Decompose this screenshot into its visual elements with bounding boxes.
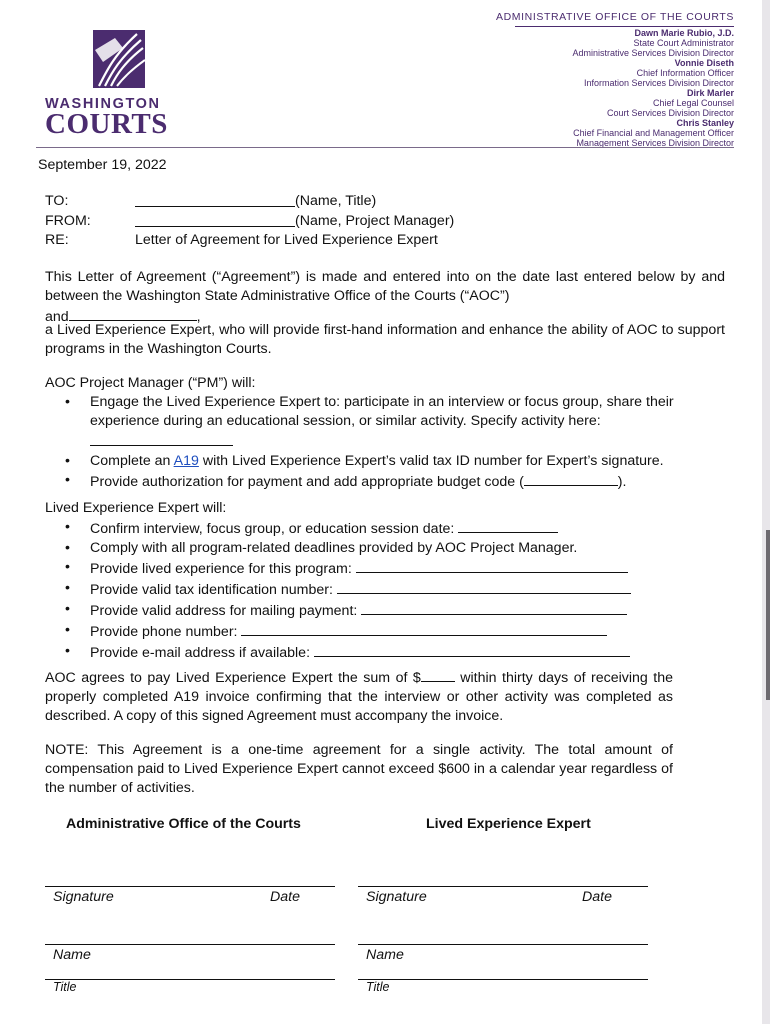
memo-from-row	[45, 212, 685, 232]
activity-blank[interactable]	[90, 431, 233, 446]
aoc-name-label: Name	[53, 947, 91, 963]
a19-link[interactable]: A19	[173, 453, 199, 469]
payment-text-pre: AOC agrees to pay Lived Experience Expert the sum of $	[45, 670, 421, 686]
pm-item3-post: ).	[617, 474, 627, 490]
list-item	[45, 452, 725, 471]
intro-text: This Letter of Agreement (“Agreement”) is made and entered into on the date last entered below by and between the Washington State Administrative Office of the Courts (“AOC”)	[45, 269, 725, 304]
to-name-blank[interactable]	[135, 192, 295, 207]
scrollbar-thumb[interactable]	[766, 530, 770, 700]
pm-item2-post: with Lived Experience Expert’s valid tax ID number for Expert’s signature.	[202, 453, 664, 469]
expert-name-line[interactable]	[358, 944, 648, 945]
payment-text-post: within thirty days of receiving the properly completed A19 invoice confirming that the interview or other activity was completed as described. A copy of this signed Agreement must accompany the invoice.	[45, 670, 673, 724]
expert-item-phone: Provide phone number:	[90, 624, 238, 640]
person-name: Dawn Marie Rubio, J.D.	[634, 28, 734, 38]
expert-signature-heading: Lived Experience Expert	[426, 816, 591, 832]
logo-text-courts: COURTS	[45, 108, 168, 140]
experience-blank[interactable]	[356, 558, 628, 573]
pm-item3-pre: Provide authorization for payment and add appropriate budget code (	[90, 474, 524, 490]
memo-re-value: Letter of Agreement for Lived Experience Expert	[135, 232, 438, 248]
expert-item-address: Provide valid address for mailing payment:	[90, 603, 358, 619]
aoc-signature-label: Signature	[53, 889, 114, 905]
memo-from-label: FROM:	[45, 212, 91, 229]
aoc-title-label: Title	[53, 980, 77, 994]
person-title: Chief Financial and Management Officer	[573, 128, 734, 138]
pm-list	[45, 393, 725, 492]
activity-line-wrap	[90, 431, 725, 452]
expert-item-experience: Provide lived experience for this program:	[90, 561, 352, 577]
intro-paragraph	[45, 268, 725, 325]
list-item	[45, 579, 725, 600]
expert-heading: Lived Experience Expert will:	[45, 500, 227, 516]
list-item	[45, 558, 725, 579]
person-name: Dirk Marler	[686, 88, 734, 98]
header-divider	[36, 147, 734, 148]
expert-title-label: Title	[366, 980, 390, 994]
aoc-date-label: Date	[270, 889, 300, 905]
pm-heading: AOC Project Manager (“PM”) will:	[45, 375, 256, 391]
pm-item-engage: Engage the Lived Experience Expert to: participate in an interview or focus group, share their experience during an educational session, or similar activity. Specify activity here:	[90, 394, 674, 429]
person-title: Court Services Division Director	[606, 108, 734, 118]
person-title: Management Services Division Director	[576, 138, 734, 148]
list-item	[45, 539, 725, 558]
expert-name-label: Name	[366, 947, 404, 963]
person-name: Vonnie Diseth	[674, 58, 734, 68]
expert-item-deadlines: Comply with all program-related deadlines provided by AOC Project Manager.	[90, 540, 578, 556]
payment-paragraph	[45, 667, 673, 726]
memo-from-value: (Name, Project Manager)	[295, 212, 455, 229]
expert-item-date: Confirm interview, focus group, or education session date:	[90, 521, 455, 537]
intro-paragraph-continued: a Lived Experience Expert, who will provide first-hand information and enhance the ability of AOC to support programs in the Washington Courts.	[45, 322, 725, 357]
expert-section	[45, 499, 725, 663]
person-title: State Court Administrator	[633, 38, 734, 48]
intro-and: and	[45, 309, 69, 325]
memo-to-row	[45, 192, 685, 212]
letterhead-rule	[515, 26, 734, 27]
intro-comma: ,	[196, 309, 201, 325]
list-item	[45, 621, 725, 642]
courts-emblem-icon	[93, 30, 145, 88]
phone-blank[interactable]	[241, 621, 607, 636]
pm-section	[45, 374, 725, 492]
session-date-blank[interactable]	[458, 518, 558, 533]
budget-code-blank[interactable]	[524, 471, 618, 486]
list-item	[45, 393, 725, 452]
email-blank[interactable]	[314, 642, 630, 657]
expert-signature-label: Signature	[366, 889, 427, 905]
office-name: ADMINISTRATIVE OFFICE OF THE COURTS	[495, 11, 734, 23]
expert-date-label: Date	[582, 889, 612, 905]
page-edge	[762, 0, 770, 1024]
logo-text-washington: WASHINGTON	[45, 96, 161, 112]
person-title: Chief Legal Counsel	[652, 98, 734, 108]
memo-re-row	[45, 231, 685, 251]
list-item	[45, 518, 725, 539]
from-name-blank[interactable]	[135, 212, 295, 227]
letterhead	[496, 12, 734, 148]
memo-to-label: TO:	[45, 193, 69, 209]
memo-to-value: (Name, Title)	[295, 193, 377, 209]
expert-name-blank[interactable]	[69, 306, 197, 321]
expert-list	[45, 518, 725, 663]
letter-date: September 19, 2022	[38, 157, 167, 173]
aoc-signature-heading: Administrative Office of the Courts	[66, 816, 301, 832]
person-title: Chief Information Officer	[636, 68, 734, 78]
tax-id-blank[interactable]	[337, 579, 631, 594]
washington-courts-logo	[45, 30, 195, 140]
person-name: Chris Stanley	[676, 118, 734, 128]
aoc-name-line[interactable]	[45, 944, 335, 945]
aoc-title-line[interactable]	[45, 979, 335, 980]
person-title: Information Services Division Director	[583, 78, 734, 88]
person-title: Administrative Services Division Director	[572, 48, 734, 58]
list-item	[45, 600, 725, 621]
expert-signature-line[interactable]	[358, 886, 648, 887]
expert-item-email: Provide e-mail address if available:	[90, 645, 311, 661]
amount-blank[interactable]	[421, 667, 455, 682]
note-paragraph: NOTE: This Agreement is a one-time agreement for a single activity. The total amount of compensation paid to Lived Experience Expert cannot exceed $600 in a calendar year regardless of the number of activities.	[45, 742, 673, 796]
expert-item-tax-id: Provide valid tax identification number:	[90, 582, 333, 598]
pm-item2-pre: Complete an	[90, 453, 171, 469]
expert-title-line[interactable]	[358, 979, 648, 980]
memo-re-label: RE:	[45, 232, 69, 248]
list-item	[45, 471, 725, 492]
address-blank[interactable]	[361, 600, 627, 615]
memo-block	[45, 192, 685, 251]
aoc-signature-line[interactable]	[45, 886, 335, 887]
list-item	[45, 642, 725, 663]
